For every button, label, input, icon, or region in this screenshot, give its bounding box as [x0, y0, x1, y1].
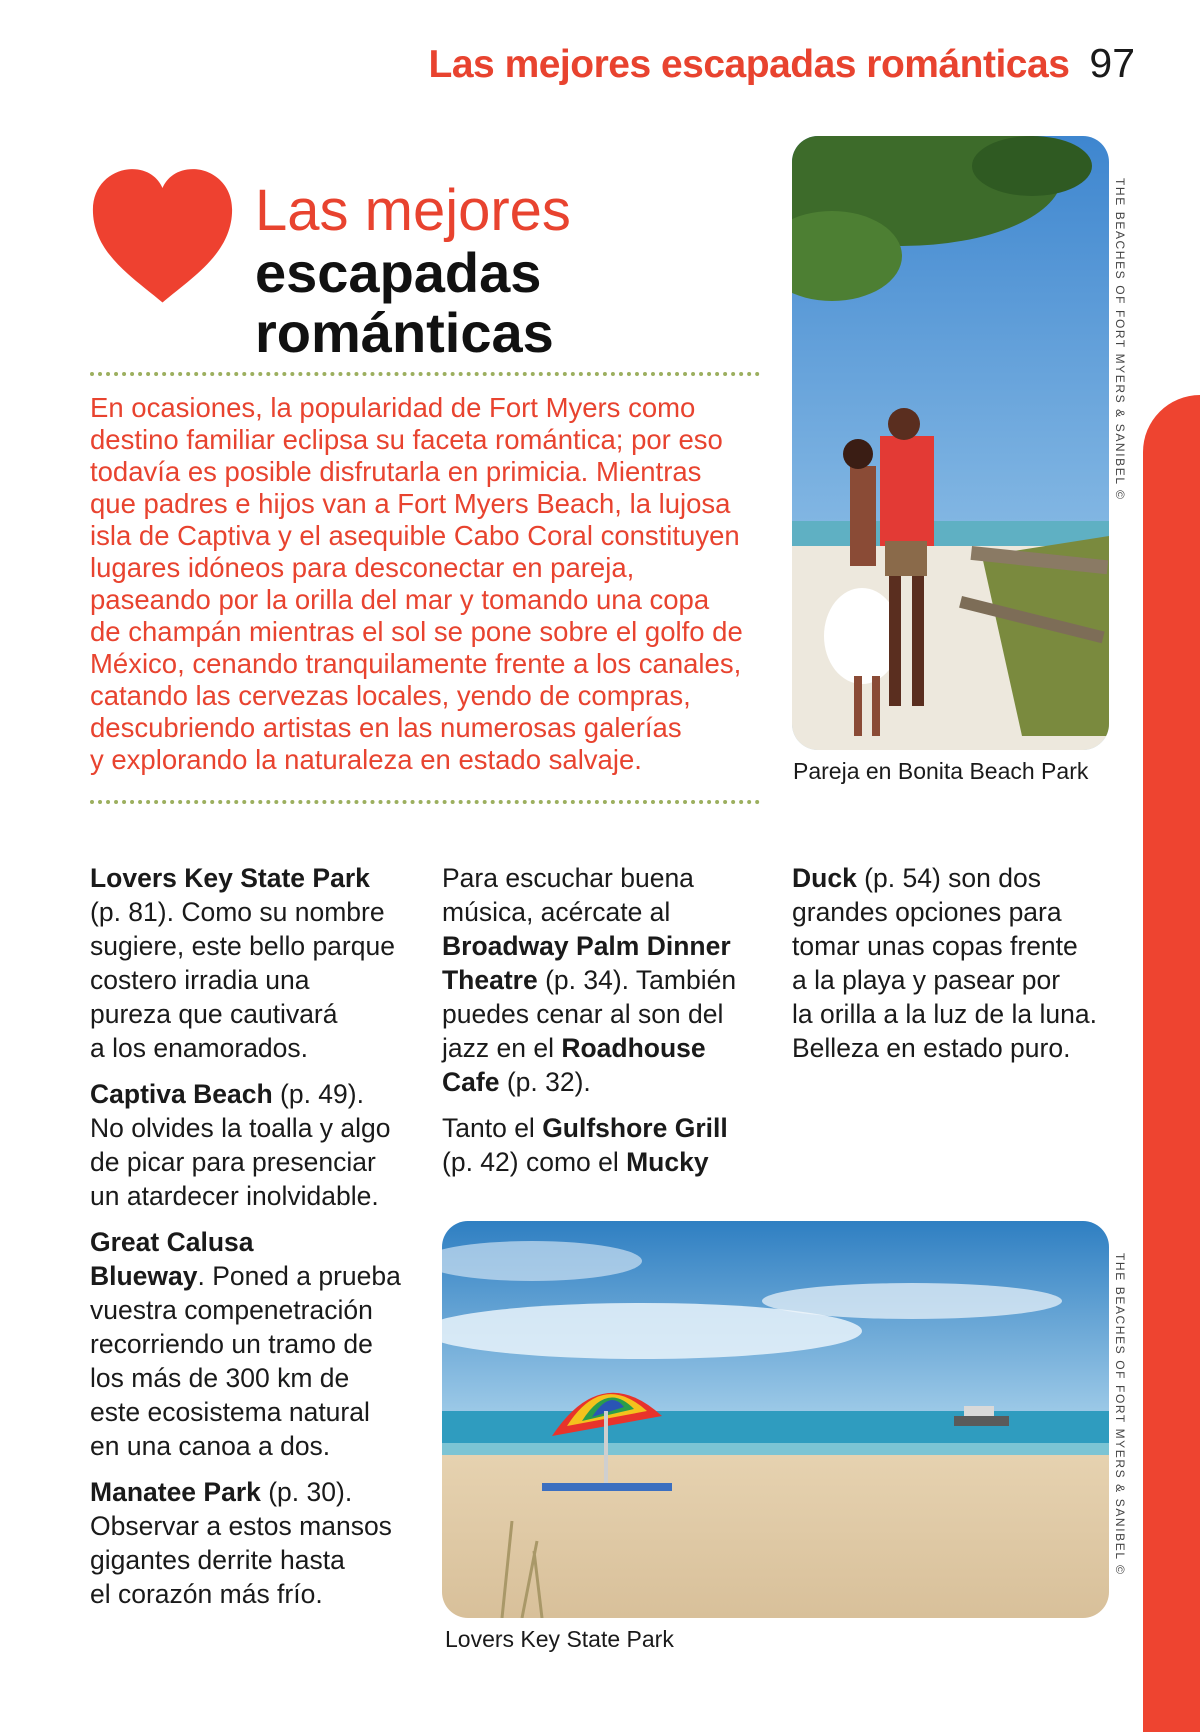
place-name: Roadhouse — [561, 1033, 706, 1063]
intro-line: En ocasiones, la popularidad de Fort Myers como — [90, 392, 696, 423]
text-column-2 — [442, 861, 782, 1191]
photo-credit-top: THE BEACHES OF FORT MYERS & SANIBEL © — [1113, 178, 1127, 501]
intro-line: paseando por la orilla del mar y tomando una copa — [90, 584, 710, 615]
entry-music: Para escuchar buena música, acércate al Broadway Palm Dinner Theatre (p. 34). También puedes cenar al son del jazz en el Roadhouse Cafe (p. 32). — [442, 863, 737, 1097]
place-name: Captiva Beach — [90, 1079, 273, 1109]
place-name: Broadway Palm Dinner — [442, 931, 731, 961]
place-name: Duck — [792, 863, 857, 893]
title-line-3: románticas — [255, 301, 554, 365]
intro-line: isla de Captiva y el asequible Cabo Coral constituyen — [90, 520, 740, 551]
intro-line: todavía es posible disfrutarla en primicia. Mientras — [90, 456, 702, 487]
entry-duck: Duck (p. 54) son dos grandes opciones para tomar unas copas frente a la playa y pasear por la orilla a la luz de la luna. Belleza en estado puro. — [792, 863, 1097, 1063]
title-line-1: Las mejores — [255, 178, 571, 243]
intro-line: descubriendo artistas en las numerosas galerías — [90, 712, 682, 743]
place-name: Great Calusa — [90, 1227, 254, 1257]
dotted-rule-bottom — [90, 800, 760, 804]
place-name: Lovers Key State Park — [90, 863, 370, 893]
place-name: Mucky — [626, 1147, 709, 1177]
place-name: Cafe — [442, 1067, 500, 1097]
photo-credit-bottom: THE BEACHES OF FORT MYERS & SANIBEL © — [1113, 1253, 1127, 1576]
entry-captiva-beach: Captiva Beach (p. 49). No olvides la toalla y algo de picar para presenciar un atardecer inolvidable. — [90, 1079, 391, 1211]
intro-line: México, cenando tranquilamente frente a los canales, — [90, 648, 742, 679]
heart-icon — [90, 168, 235, 308]
running-head — [429, 40, 1135, 87]
photo-couple — [792, 136, 1109, 750]
place-name: Blueway — [90, 1261, 198, 1291]
intro-line: y explorando la naturaleza en estado salvaje. — [90, 744, 642, 775]
dotted-rule-top — [90, 372, 760, 376]
text-column-1 — [90, 861, 425, 1623]
photo-caption-couple: Pareja en Bonita Beach Park — [793, 758, 1089, 784]
intro-line: lugares idóneos para desconectar en pareja, — [90, 552, 635, 583]
photo-caption-beach: Lovers Key State Park — [445, 1626, 674, 1652]
intro-line: de champán mientras el sol se pone sobre el golfo de — [90, 616, 743, 647]
entry-manatee-park: Manatee Park (p. 30). Observar a estos mansos gigantes derrite hasta el corazón más frío. — [90, 1477, 392, 1609]
photo-beach — [442, 1221, 1109, 1618]
place-name: Manatee Park — [90, 1477, 261, 1507]
section-title — [255, 180, 571, 364]
intro-line: destino familiar eclipsa su faceta romántica; por eso — [90, 424, 723, 455]
intro-line: que padres e hijos van a Fort Myers Beach, la lujosa — [90, 488, 731, 519]
entry-lovers-key: Lovers Key State Park (p. 81). Como su nombre sugiere, este bello parque costero irradia una pureza que cautivará a los enamorados. — [90, 863, 395, 1063]
page-number: 97 — [1089, 40, 1135, 86]
entry-great-calusa: Great Calusa Blueway. Poned a prueba vuestra compenetración recorriendo un tramo de los más de 300 km de este ecosistema natural en una canoa a dos. — [90, 1227, 401, 1461]
intro-paragraph — [90, 392, 770, 776]
text-column-3 — [792, 861, 1122, 1077]
running-title: Las mejores escapadas románticas — [428, 43, 1070, 86]
place-name: Theatre — [442, 965, 538, 995]
intro-line: catando las cervezas locales, yendo de compras, — [90, 680, 691, 711]
title-line-2: escapadas — [255, 240, 542, 304]
place-name: Gulfshore Grill — [542, 1113, 728, 1143]
side-bar — [1143, 395, 1200, 1732]
entry-gulfshore: Tanto el Gulfshore Grill (p. 42) como el Mucky — [442, 1113, 728, 1177]
